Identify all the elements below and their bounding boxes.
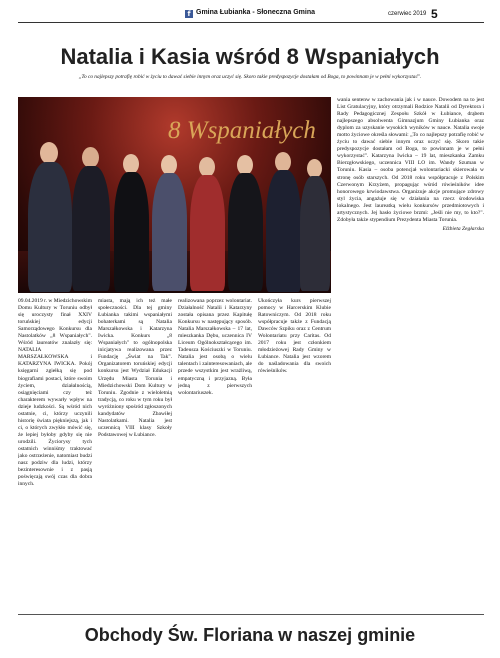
- article-text: 09.04.2019 r. w Miedzichowskim Domu Kultury w Toruniu odbył się uroczysty finał XXIV toruńskiej edycji Samorządowego Konkursu dla Nastolatków „8 Wspaniałych". Wśród laureatów znalazły się: NATALIA MARSZAŁKOWSKA i KATARZYNA IWICKA. Pokój księgarni zgiełką się pod biografiami postaci, które swoim życiem, działalnością, osiągnięciami czy też charakterem wywarły wpływ na dzieje ludzkości. Są wśród nich ostatnie, ci, którzy uczynili historię świata piękniejszą, jak i ci, o których zwykło mówić się, że lepiej byłoby gdyby się nie urodzili. Życiorysy tych ostatnich winniśmy traktować jako ostrzeżenie, natomiast budzi nasz podziw dla ludzi, którzy bezinteresownie i z pasją poświęcają swój czas dla dobra innych.: [18, 298, 92, 488]
- facebook-icon: f: [185, 10, 193, 18]
- article-text: wania sentenw w zachowania jak i w nauce. Dowodem na to jest List Gratulacyjny, który otrzymali Rodzice Natalii od Dyrektora i Rady Pedagogicznej Zespołu Szkół w Łubiance, drąbem najlepszego absolwenta Gimnazjum Gminy Łubianka oraz dyplom za uzyskanie wysokich wyników w nauce. Natalia swoje motto życiowe określa słowami: „To co najlepszy potrafię robić w życiu to dawać siebie innym oraz uczyć się. Skoro takie predyspozycje dostałam od Boga, to powinnam je w pełni wykorzystać". Katarzyna Iwicka – 19 lat, mieszkanka Zamku Bierzgłowskiego, uczennica VIII LO im. Wandy Szuman w Toruniu. Kasia – osoba potencjał wolontariacki skierowała w stronę osób starszych. Od 2018 roku współpracuje z Polskim Czerwonym Krzyżem, propagując wśród rówieśników idee honorowego krwiodawstwa. Organizuje akcje promujące zdrowy styl życia, angażuje się w działania na rzecz środowiska lokalnego. Jest laureatką wielu konkursów przedmiotowych i artystycznych. Jej hasło życiowe brzmi: „Jeśli nie my, to kto?". Zdobyła także stypendium Prezydenta Miasta Torunia.: [337, 97, 484, 223]
- article-column-1: [18, 298, 92, 610]
- photo-banner-text: 8 Wspaniałych: [168, 117, 316, 144]
- second-article-title: Obchody Św. Floriana w naszej gminie: [84, 625, 416, 645]
- article-column-4: [258, 298, 331, 610]
- article-separator: [18, 614, 484, 615]
- award-photo: [18, 97, 331, 293]
- article-text: miasta, mają ich też małe społeczności. Dla tej gminy Łubianka takimi wspaniałymi bohaterkami są Natalia Marszałkowska i Katarzyna Iwicka. Konkurs „8 Wspaniałych" to ogólnopolska inicjatywa realizowana przez Fundację „Świat na Tak". Organizatorem toruńskiej edycji konkursu jest Wydział Edukacji Urzędu Miasta Torunia i Miedzichowski Dom Kultury w Toruniu. Zgodnie z wieloletnią tradycją, co roku w tym roku był wyróżniony spośród zgłoszonych kandydatów Zbawiłej Nastolatkami. Natalia jest uczennicą VIII klasy Szkoły Podstawowej w Łubiance.: [98, 298, 172, 438]
- article-title: Natalia i Kasia wśród 8 Wspaniałych: [60, 44, 440, 69]
- page-header: [18, 8, 484, 22]
- header-rule: [18, 22, 484, 23]
- article-text: realizowana poprzez wolontariat. Działalność Natalii i Katarzyny została opisana przez Kapitułę Konkursu w następujący sposób. Natalia Marszałkowska – 17 lat, mieszkanka Dębu, uczennica IV Liceum Ogólnokształcącego im. Tadeusza Kościuszki w Toruniu. Natalia jest osobą o wielu talentach i zainteresowaniach, ale przede wszystkim jest wrażliwą, empatyczną i przyjazną. Była jedną z pierwszych wolontariuszek.: [178, 298, 252, 396]
- article-column-right: [337, 97, 484, 597]
- article-column-2: [98, 298, 172, 610]
- article-text: Ukończyła kurs pierwszej pomocy w Harcerskim Klubie Ratowniczym. Od 2018 roku współpracuje także z Fundacją Dawców Szpiku oraz z Centrum Wolontariatu przy Caritas. Od 2017 roku jest członkiem młodzieżowej Rady Gminy w Łubiance. Natalia jest wzorem do naśladowania dla swoich rówieśników.: [258, 298, 331, 375]
- publication-name: Gmina Łubianka - Słoneczna Gmina: [196, 9, 316, 16]
- article-column-3: [178, 298, 252, 610]
- author-signature: Elżbieta Zegłarska: [442, 225, 484, 232]
- issue-date: czerwiec 2019: [388, 11, 427, 17]
- article-lead-quote: „To co najlepszy potrafię robić w życiu to dawać siebie innym oraz uczyć się. Skoro takie predyspozycje dostałam od Boga, to powinnam je w pełni wykorzystać".: [78, 74, 422, 80]
- page-number: 5: [431, 7, 438, 21]
